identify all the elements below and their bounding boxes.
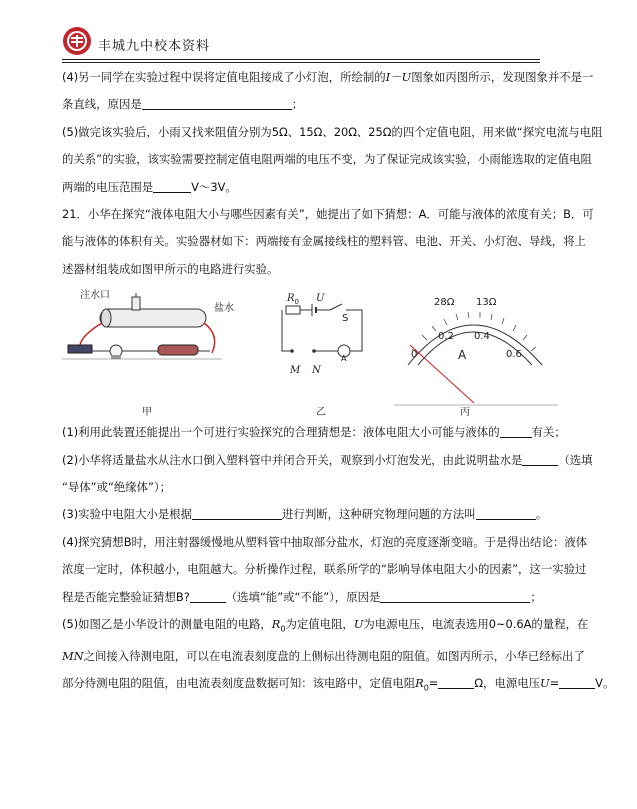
answer-blank[interactable] (476, 506, 536, 520)
figure-row (62, 285, 578, 419)
text-line: 能与液体的体积有关。实验器材如下：两端接有金属接线柱的塑料管、电池、开关、小灯泡、导线，将上 (62, 234, 586, 249)
yi-caption: 乙 (316, 407, 326, 419)
header-rule-top (62, 59, 540, 60)
answer-blank[interactable] (522, 452, 558, 466)
yi-s-label: S (342, 313, 349, 325)
text-line: (4)另一同学在实验过程中误将定值电阻接成了小灯泡，所绘制的I－U图象如丙图所示，发现图象并不是一 (62, 70, 594, 84)
question-line: 部分待测电阻的阻值，由电流表刻度盘数据可知：该电路中，定值电阻$R_0= \Omega$，电源电压U= V。 (62, 676, 615, 693)
text-line: 述器材组装成如图甲所示的电路进行实验。 (62, 261, 279, 276)
iu-symbol: I－U (385, 70, 412, 84)
question-line: (4)探究猜想B时，用注射器缓慢地从塑料管中抽取部分盐水，灯泡的亮度逐渐变暗。于是得出结论：液体 (62, 534, 588, 549)
yi-n-label: N (312, 365, 321, 377)
jia-inlet-label: 注水口 (80, 290, 110, 302)
yi-m-label: M (290, 365, 301, 377)
bing-tick-06: 0.6 (506, 349, 522, 361)
answer-blank[interactable] (438, 675, 474, 689)
text-line: (5)做完该实验后，小雨又找来阻值分别为5Ω、15Ω、20Ω、25Ω的四个定值电阻，用来做“探究电流与电阻 (62, 124, 603, 139)
question-line: 程是否能完整验证猜想B? （选填“能”或“不能”），原因是 ； (62, 589, 542, 604)
page-header (62, 22, 540, 62)
question-line: 浓度一定时，体积越小，电阻越大。分析操作过程，联系所学的“影响导体电阻大小的因素”，这一实验过 (62, 562, 587, 577)
header-rule-bottom (62, 62, 540, 63)
question-line: MN之间接入待测电阻，可以在电流表刻度盘的上侧标出待测电阻的阻值。如图丙所示，小华已经标出了 (62, 648, 585, 663)
answer-blank[interactable] (142, 96, 292, 110)
bing-caption: 丙 (460, 407, 470, 419)
yi-ammeter-label: A (341, 354, 347, 364)
text-line: 两端的电压范围是 V～3V。 (62, 179, 237, 194)
bing-tick-02: 0.2 (438, 331, 454, 343)
bing-tick-0: 0 (411, 349, 418, 361)
yi-u-label: U (316, 293, 325, 305)
bing-unit-label: A (458, 348, 467, 363)
text-line: 条直线，原因是 ； (62, 97, 304, 112)
question-line: “导体”或“绝缘体”）； (62, 480, 172, 495)
bing-resistance-28: 28Ω (434, 297, 455, 309)
answer-blank[interactable] (192, 506, 282, 520)
school-name: 丰城九中校本资料 (98, 39, 211, 54)
question-line: (1)利用此装置还能提出一个可进行实验探究的合理猜想是：液体电阻大小可能与液体的 有关； (62, 425, 566, 440)
bing-tick-04: 0.4 (474, 331, 490, 343)
answer-blank[interactable] (380, 589, 530, 603)
document-body (62, 64, 615, 702)
bing-resistance-13: 13Ω (476, 297, 497, 309)
yi-r0-label: $R_0$ (287, 293, 299, 307)
answer-blank[interactable] (559, 675, 595, 689)
school-logo-icon (62, 26, 92, 56)
text-line: 21．小华在探究“液体电阻大小与哪些因素有关”，她提出了如下猜想：A．可能与液体的浓度有关；B．可 (62, 207, 594, 222)
question-line: (5)如图乙是小华设计的测量电阻的电路，$R_0$为定值电阻，U为电源电压，电流表选用0~0.6A的量程，在 (62, 617, 589, 634)
text-line: 的关系”的实验，该实验需要控制定值电阻两端的电压不变，为了保证完成该实验，小雨能选取的定值电阻 (62, 152, 592, 167)
question-line: (3)实验中电阻大小是根据 进行判断，这种研究物理问题的方法叫 。 (62, 507, 548, 522)
answer-blank[interactable] (190, 589, 226, 603)
jia-caption: 甲 (142, 407, 152, 419)
question-line: (2)小华将适量盐水从注水口倒入塑料管中并闭合开关，观察到小灯泡发光，由此说明盐水是 （选填 (62, 452, 593, 467)
answer-blank[interactable] (500, 424, 532, 438)
jia-liquid-label: 盐水 (214, 303, 234, 315)
answer-blank[interactable] (153, 179, 191, 193)
